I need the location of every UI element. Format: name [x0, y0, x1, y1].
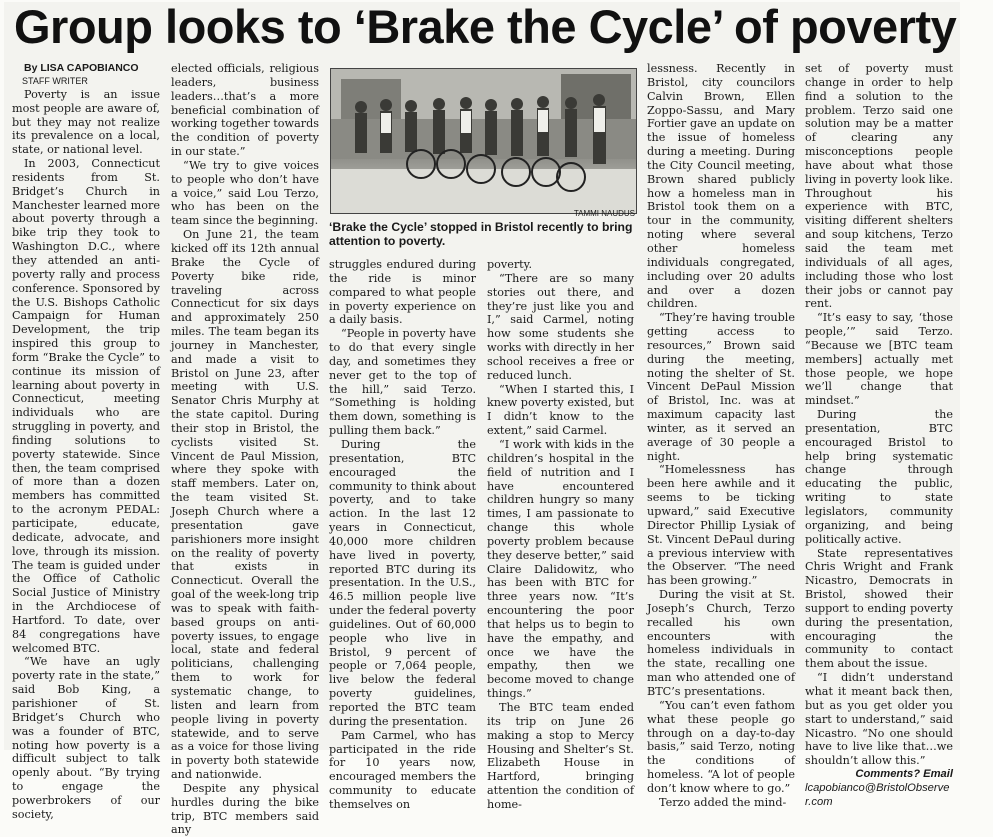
- paragraph: State representatives Chris Wright and Frank Nicastro, Democrats in Bristol, showed their support to ending poverty during the presentation, encouraging the community to contact them about the issue.: [805, 546, 953, 671]
- paragraph: During the visit at St. Joseph’s Church, Terzo recalled his own encounters with homeless individuals in the state, recalling one man who attended one of BTC’s presentations.: [647, 588, 795, 698]
- paragraph: On June 21, the team kicked off its 12th annual Brake the Cycle of Poverty bike ride, traveling across Connecticut for six days and approximately 250 miles. The team began its journey in Manchester, and made a visit to Bristol on June 23, after meeting with U.S. Senator Chris Murphy at the state capitol. During their stop in Bristol, the cyclists visited St. Vincent de Paul Mission, where they spoke with staff members. Later on, the team visited St. Joseph Church where a presentation gave parishioners more insight on the reality of poverty that exists in Connecticut. Overall the goal of the week-long trip was to speak with faith-based groups on anti-poverty issues, to engage local, state and federal politicians, challenging them to work for systematic change, to listen and learn from people living in poverty statewide, and to serve as a voice for those living in poverty both statewide and nationwide.: [171, 228, 319, 782]
- comments-label: Comments? Email: [855, 768, 953, 781]
- column-4: [487, 258, 634, 811]
- author-email[interactable]: lcapobianco@BristolObserver.com: [805, 781, 950, 808]
- paragraph: poverty.: [487, 258, 533, 271]
- column-3: [329, 258, 476, 811]
- paragraph: Despite any physical hurdles during the bike trip, BTC members said any: [171, 781, 319, 837]
- paragraph: elected officials, religious leaders, business leaders…that’s a more beneficial combination of working together towards the condition of poverty in our state.”: [171, 62, 319, 159]
- paragraph: “You can’t even fathom what these people go through on a day-to-day basis,” said Terzo, noting the conditions of homeless. “A lot of people don’t know where to go.”: [647, 698, 795, 795]
- paragraph: In 2003, Connecticut residents from St. Bridget’s Church in Manchester learned more about poverty through a bike trip they took to Washington D.C., where they attended an anti-poverty rally and process conference. Sponsored by the U.S. Bishops Catholic Campaign for Human Development, the trip inspired this group to form “Brake the Cycle” to continue its mission of learning about poverty in Connecticut, meeting individuals who are struggling in poverty, and finding solutions to poverty statewide. Since then, the team comprised of more than a dozen members has committed to the acronym PEDAL: participate, educate, dedicate, advocate, and love, through its mission. The team is guided under the Office of Catholic Social Justice of Ministry in the Archdiocese of Hartford. To date, over 84 congregations have welcomed BTC.: [12, 157, 160, 655]
- photo-credit: TAMMI NAUDUS: [573, 209, 635, 218]
- headline: Group looks to ‘Brake the Cycle’ of poverty: [14, 0, 957, 53]
- cyclists-photo: [330, 68, 637, 214]
- paragraph: set of poverty must change in order to help find a solution to the problem. Terzo said one solution may be a matter of clearing any misconceptions people have about what those living in poverty look like. Throughout his experience with BTC, visiting different shelters and soup kitchens, Terzo said the team met individuals of all ages, including those who lost their jobs or cannot pay rent.: [805, 62, 953, 311]
- cyclists-photo-image: [331, 69, 636, 213]
- paragraph: lessness. Recently in Bristol, city councilors Calvin Brown, Ellen Zoppo-Sassu, and Mary Fortier gave an update on the issue of homeless during a meeting. During the City Council meeting, Brown shared publicly how a homeless man in Bristol took them on a tour in the community, noting where several other homeless individuals congregated, including over 20 adults and over a dozen children.: [647, 62, 795, 311]
- paragraph: Pam Carmel, who has participated in the ride for 10 years now, encouraged members the community to educate themselves on: [329, 728, 476, 811]
- column-1: [12, 62, 160, 821]
- paragraph: “When I started this, I knew poverty existed, but I didn’t know to the extent,” said Carmel.: [487, 382, 634, 438]
- paragraph: “It’s easy to say, ‘those people,’” said Terzo. “Because we [BTC team members] actually met those people, we hope we’ll change that mindset.”: [805, 311, 953, 408]
- paragraph: “There are so many stories out there, and they’re just like you and I,” said Carmel, noting how some students she works with directly in her school receives a free or reduced lunch.: [487, 271, 634, 382]
- paragraph: During the presentation, BTC encouraged Bristol to help bring systematic change through educating the public, writing to state legislators, community organizing, and being politically active.: [805, 408, 953, 546]
- paragraph: “People in poverty have to do that every single day, and sometimes they never get to the top of the hill,” said Terzo. “Something is holding them down, something is pulling them back.”: [329, 327, 476, 438]
- photo-caption: ‘Brake the Cycle’ stopped in Bristol recently to bring attention to poverty.: [329, 220, 633, 248]
- paragraph: “They’re having trouble getting access to resources,” Brown said during the meeting, noting the shelter of St. Vincent DePaul Mission of Bristol, Inc. was at maximum capacity last winter, as it served an average of 30 people a night.: [647, 311, 795, 463]
- paragraph: Poverty is an issue most people are aware of, but they may not realize its prevalence on a local, state, or national level.: [12, 87, 160, 157]
- paragraph: struggles endured during the ride is minor compared to what people in poverty experience on a daily basis.: [329, 258, 476, 327]
- paragraph: During the presentation, BTC encouraged the community to think about poverty, and to take action. In the last 12 years in Connecticut, 40,000 more children have lived in poverty, reported BTC during its presentation. In the U.S., 46.5 million people live under the federal poverty guidelines. Out of 60,000 people who live in Bristol, 9 percent of people or 7,064 people, live below the federal poverty guidelines, reported the BTC team during the presentation.: [329, 437, 476, 728]
- column-6: [805, 62, 953, 808]
- byline-role: STAFF WRITER: [22, 76, 88, 86]
- paragraph: “I didn’t understand what it meant back then, but as you get older you start to understand,” said Nicastro. “No one should have to live like that…we shouldn’t allow this.”: [805, 671, 953, 768]
- byline: By LISA CAPOBIANCO: [24, 62, 139, 74]
- paragraph: Terzo added the mind-: [659, 795, 787, 809]
- column-5: [647, 62, 795, 809]
- paragraph: “Homelessness has been here awhile and it seems to be ticking upward,” said Executive Director Phillip Lysiak of St. Vincent DePaul during a previous interview with the Observer. “The need has been growing.”: [647, 463, 795, 588]
- paragraph: “We try to give voices to people who don’t have a voice,” said Lou Terzo, who has been on the team since the beginning.: [171, 158, 319, 228]
- paragraph: “I work with kids in the children’s hospital in the field of nutrition and I have encountered children hungry so many times, I am passionate to change this whole poverty problem because they deserve better,” said Claire Dalidowitz, who has been with BTC for three years now. “It’s encountering the poor that helps us to begin to have the empathy, and once we have the empathy, then we become moved to change things.”: [487, 437, 634, 701]
- paragraph: The BTC team ended its trip on June 26 making a stop to Mercy Housing and Shelter’s St. Elizabeth House in Hartford, bringing attention the condition of home-: [487, 701, 634, 811]
- column-2: [171, 62, 319, 837]
- paragraph: “We have an ugly poverty rate in the state,” said Bob King, a parishioner of St. Bridget’s Church who was a founder of BTC, noting how poverty is a difficult subject to talk openly about. “By trying to engage the powerbrokers of our society,: [12, 655, 160, 821]
